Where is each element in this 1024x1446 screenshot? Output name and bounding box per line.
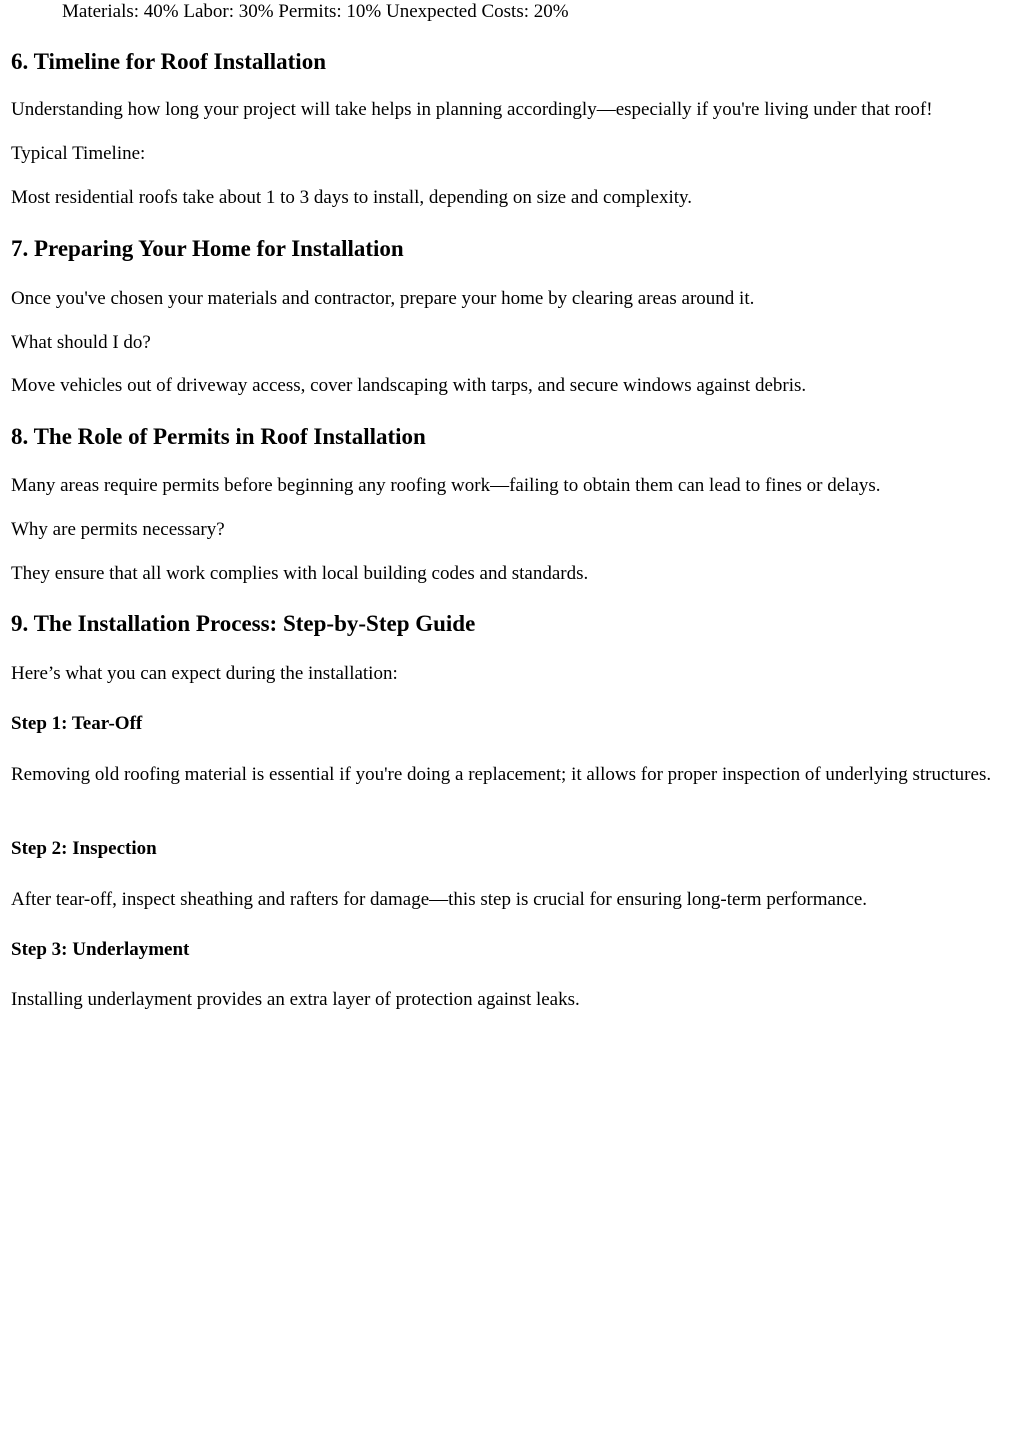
section-9-paragraph-1: Here’s what you can expect during the installation: [11, 663, 398, 684]
step-2-title: Step 2: Inspection [11, 838, 157, 859]
section-6-paragraph-1: Understanding how long your project will take helps in planning accordingly—especially if you're living under that roof! [11, 99, 933, 120]
section-9-heading: 9. The Installation Process: Step-by-Step Guide [11, 611, 476, 636]
section-6-paragraph-2: Typical Timeline: [11, 143, 146, 164]
step-1-text: Removing old roofing material is essential if you're doing a replacement; it allows for proper inspection of underlying structures. [11, 764, 992, 785]
section-7-heading: 7. Preparing Your Home for Installation [11, 236, 404, 261]
section-7-paragraph-2: What should I do? [11, 332, 151, 353]
step-3-title: Step 3: Underlayment [11, 939, 190, 960]
section-8-paragraph-3: They ensure that all work complies with local building codes and standards. [11, 563, 589, 584]
section-8-paragraph-2: Why are permits necessary? [11, 519, 225, 540]
step-1-title: Step 1: Tear-Off [11, 713, 143, 734]
step-3-text: Installing underlayment provides an extra layer of protection against leaks. [11, 989, 580, 1010]
section-7-paragraph-1: Once you've chosen your materials and contractor, prepare your home by clearing areas around it. [11, 288, 755, 309]
section-7-paragraph-3: Move vehicles out of driveway access, cover landscaping with tarps, and secure windows against debris. [11, 375, 807, 396]
section-6-paragraph-3: Most residential roofs take about 1 to 3 days to install, depending on size and complexity. [11, 187, 693, 208]
step-2-text: After tear-off, inspect sheathing and rafters for damage—this step is crucial for ensuring long-term performance. [11, 889, 868, 910]
section-6-heading: 6. Timeline for Roof Installation [11, 49, 326, 74]
section-8-heading: 8. The Role of Permits in Roof Installation [11, 424, 426, 449]
section-8-paragraph-1: Many areas require permits before beginning any roofing work—failing to obtain them can lead to fines or delays. [11, 475, 881, 496]
cost-breakdown-line: Materials: 40% Labor: 30% Permits: 10% Unexpected Costs: 20% [62, 1, 569, 22]
